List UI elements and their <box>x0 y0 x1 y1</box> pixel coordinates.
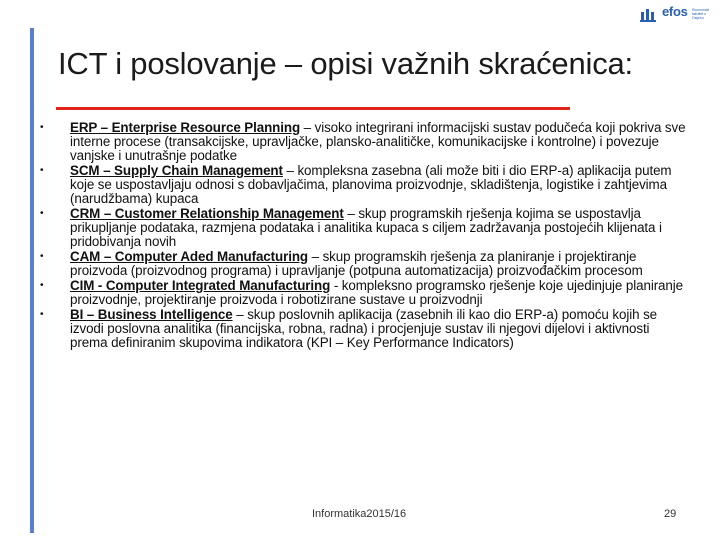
term-erp: ERP – Enterprise Resource Planning <box>70 120 301 135</box>
bullet-list <box>40 121 690 351</box>
term-cim: CIM - Computer Integrated Manufacturing <box>70 278 331 293</box>
bullet-icon: • <box>40 251 44 262</box>
page-number: 29 <box>664 508 677 520</box>
term-scm: SCM – Supply Chain Management <box>70 163 283 178</box>
title-underline <box>56 107 570 110</box>
bullet-icon: • <box>40 208 44 219</box>
building-icon <box>640 6 660 22</box>
description-cim: - kompleksno programsko rješenje koje ujedinjuje planiranje proizvodnje, projektiranje proizvoda i robotizirane sustave u proizvodnji <box>70 278 683 307</box>
description-erp: – visoko integrirani informacijski sustav podučeća koji pokriva sve interne procese (transakcijske, upravljačke, plansko-analitičke, komunikacijske i kontrolne) i povezuje vanjske i unutrašnje podatke <box>70 120 686 163</box>
description-cam: – skup programskih rješenja za planiranje i projektiranje proizvoda (proizvodnog programa) i upravljanje (potpuna automatizacija) proizvođačkim procesom <box>70 249 643 278</box>
term-cam: CAM – Computer Aded Manufacturing <box>70 249 308 264</box>
efos-logo <box>640 4 716 24</box>
logo-text: efos <box>662 4 688 19</box>
description-scm: – kompleksna zasebna (ali može biti i dio ERP-a) aplikacija putem koje se uspostavljaju odnosi s dobavljačima, planovima proizvodnje, skladištenja, logistike i zahtjevima (narudžbama) kupaca <box>70 163 672 206</box>
slide-title: ICT i poslovanje – opisi važnih skraćenica: <box>58 46 633 81</box>
list-item-scm <box>40 164 690 206</box>
description-crm: – skup programskih rješenja kojima se uspostavlja prikupljanje podataka, razmjena podataka i analitika kupaca s ciljem zadržavanja postojećih klijenata i pridobivanja novih <box>70 206 662 249</box>
list-item-cam <box>40 250 690 278</box>
list-item-crm <box>40 207 690 249</box>
footer-text: Informatika2015/16 <box>312 508 407 520</box>
logo-subtext: Ekonomski fakultet u Osijeku <box>692 8 710 20</box>
description-bi: – skup poslovnih aplikacija (zasebnih ili kao dio ERP-a) pomoću kojih se izvodi poslovna analitika (financijska, robna, radna) i procjenjuje sustav ili njegovi dijelovi i aktivnosti prema definiranim skupovima indikatora (KPI – Key Performance Indicators) <box>70 307 658 350</box>
list-item-erp <box>40 121 690 163</box>
bullet-icon: • <box>40 309 44 320</box>
bullet-icon: • <box>40 165 44 176</box>
bullet-icon: • <box>40 122 44 133</box>
list-item-cim <box>40 279 690 307</box>
term-bi: BI – Business Intelligence <box>70 307 233 322</box>
bullet-icon: • <box>40 280 44 291</box>
list-item-bi <box>40 308 690 350</box>
left-accent-bar <box>30 28 34 533</box>
term-crm: CRM – Customer Relationship Management <box>70 206 344 221</box>
